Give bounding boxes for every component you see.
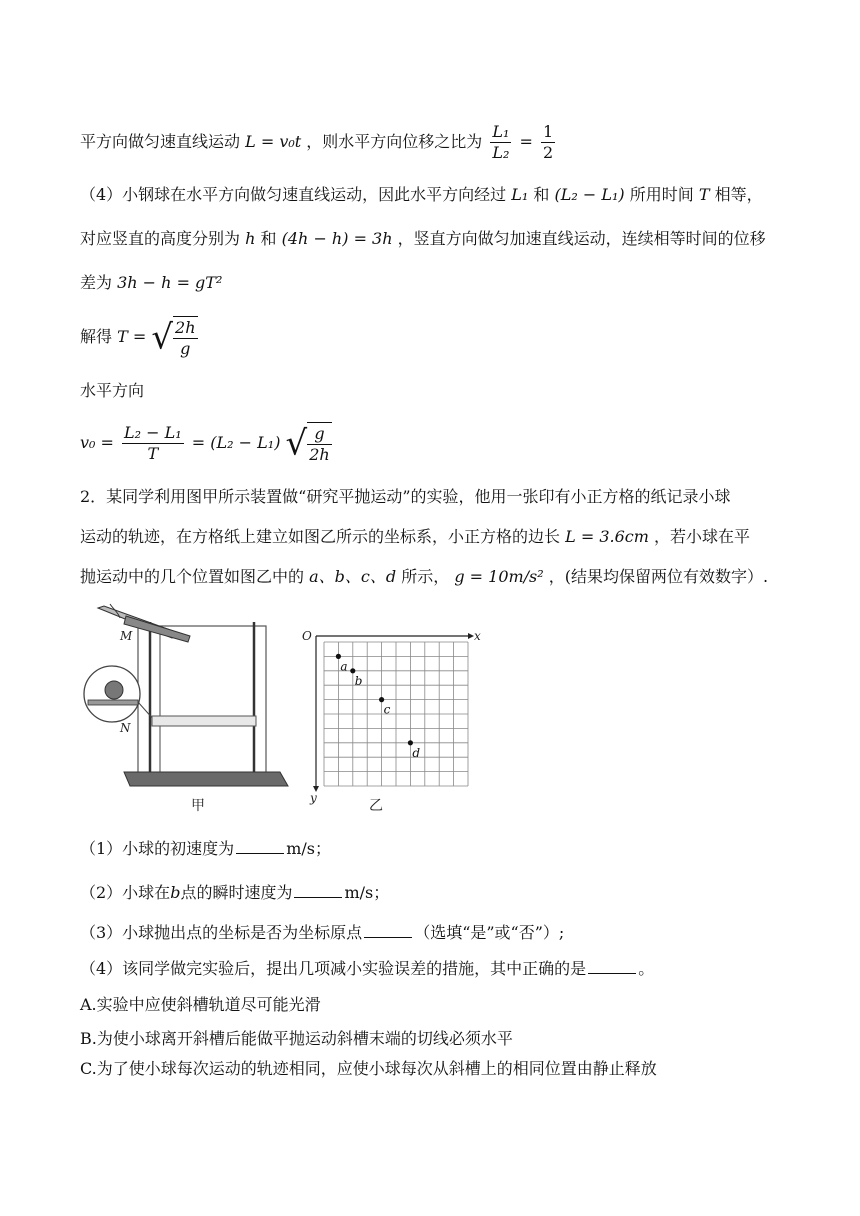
point-d xyxy=(408,740,413,745)
text: （1）小球的初速度为 xyxy=(80,839,235,858)
question-line-1: 2．某同学利用图甲所示装置做“研究平抛运动”的实验，他用一张印有小正方格的纸记录小球 xyxy=(80,487,731,506)
equation: (4h − h) = 3h xyxy=(281,229,393,248)
solution-p4-line-1 xyxy=(80,184,763,206)
solution-solve-line xyxy=(80,316,198,359)
point-b xyxy=(350,668,355,673)
answer-blank[interactable] xyxy=(294,883,342,898)
sub-question-1 xyxy=(80,838,331,860)
equation: L = v₀t xyxy=(245,132,302,151)
answer-blank[interactable] xyxy=(588,959,636,974)
text: 平方向做匀速直线运动 xyxy=(80,132,241,151)
fraction-denominator: g xyxy=(180,339,191,358)
text: （4）小钢球在水平方向做匀速直线运动，因此水平方向经过 xyxy=(80,185,507,204)
text: 所用时间 xyxy=(629,185,694,204)
text: ，竖直方向做匀加速直线运动，连续相等时间的位移 xyxy=(397,229,766,248)
radical-icon: √ xyxy=(151,317,174,358)
caption-jia: 甲 xyxy=(191,798,205,814)
text: （2）小球在 xyxy=(80,883,171,902)
text: ，(结果均保留两位有效数字）. xyxy=(548,567,769,586)
solution-horizontal-label: 水平方向 xyxy=(80,381,145,400)
unit: m/s； xyxy=(344,883,390,902)
fraction-numerator: L₁ xyxy=(492,122,510,141)
fraction-denominator: 2 xyxy=(543,143,554,162)
cross-board xyxy=(152,716,256,726)
sub-question-4 xyxy=(80,958,654,980)
equation-lhs: v₀ = xyxy=(80,433,114,452)
fraction-denominator: 2h xyxy=(309,445,330,464)
trajectory-points xyxy=(336,654,421,760)
text: 和 xyxy=(533,185,550,204)
var-L2-L1: (L₂ − L₁) xyxy=(554,185,625,204)
label-x: x xyxy=(474,629,481,643)
option-a[interactable]: A.实验中应使斜槽轨道尽可能光滑 xyxy=(80,995,321,1014)
fraction-denominator: L₂ xyxy=(492,143,510,162)
text: 和 xyxy=(260,229,277,248)
equation: 3h − h = gT² xyxy=(117,273,223,292)
text: （3）小球抛出点的坐标是否为坐标原点 xyxy=(80,923,363,942)
radical-icon: √ xyxy=(285,423,308,464)
var-L1: L₁ xyxy=(511,185,529,204)
track-detail xyxy=(88,700,138,705)
var-h: h xyxy=(245,229,256,248)
answer-blank[interactable] xyxy=(364,923,412,938)
sub-question-3 xyxy=(80,922,564,944)
text: （4）该同学做完实验后，提出几项减小实验误差的措施，其中正确的是 xyxy=(80,959,587,978)
sqrt xyxy=(286,422,332,465)
text: 差为 xyxy=(80,273,113,292)
fraction xyxy=(122,423,184,464)
text: ，若小球在平 xyxy=(653,527,750,546)
text: （选填“是”或“否”）; xyxy=(414,923,565,942)
fraction xyxy=(490,122,511,163)
point-label-c: c xyxy=(383,702,391,717)
label-M: M xyxy=(120,629,133,643)
text: 点的瞬时速度为 xyxy=(180,883,293,902)
sub-question-2 xyxy=(80,882,389,904)
solution-v0-line xyxy=(80,422,332,465)
text: 相等， xyxy=(714,185,763,204)
text: 运动的轨迹，在方格纸上建立如图乙所示的坐标系，小正方格的边长 xyxy=(80,527,561,546)
equation: L = 3.6cm xyxy=(565,527,649,546)
label-origin: O xyxy=(302,629,312,643)
fraction-numerator: g xyxy=(307,424,331,445)
point-label-b: b xyxy=(354,673,363,688)
equation-mid: = (L₂ − L₁) xyxy=(191,433,281,452)
points-list: a、b、c、d xyxy=(309,567,397,586)
text: ，则水平方向位移之比为 xyxy=(306,132,483,151)
fraction xyxy=(307,424,331,465)
sqrt xyxy=(151,316,197,359)
text: 。 xyxy=(638,959,655,978)
point-label-d: d xyxy=(412,745,421,760)
answer-blank[interactable] xyxy=(236,839,284,854)
grid-figure xyxy=(296,628,486,818)
point-label-a: a xyxy=(340,659,348,674)
option-b[interactable]: B.为使小球离开斜槽后能做平抛运动斜槽末端的切线必须水平 xyxy=(80,1029,513,1048)
fraction-numerator: 1 xyxy=(543,122,554,141)
solution-p4-line-2 xyxy=(80,228,766,250)
var-T: T xyxy=(698,185,710,204)
fraction xyxy=(541,122,555,163)
question-line-3 xyxy=(80,566,768,588)
equals: = xyxy=(519,132,533,151)
label-N: N xyxy=(120,721,131,735)
backboard xyxy=(138,626,266,782)
equation-lhs: T = xyxy=(117,327,147,346)
text: 抛运动中的几个位置如图乙中的 xyxy=(80,567,305,586)
fraction xyxy=(173,318,197,359)
solution-p4-line-3 xyxy=(80,272,222,294)
text: 所示， xyxy=(401,567,450,586)
caption-yi: 乙 xyxy=(369,798,383,814)
fraction-numerator: L₂ − L₁ xyxy=(124,423,182,442)
question-line-2 xyxy=(80,526,750,548)
text: 对应竖直的高度分别为 xyxy=(80,229,241,248)
point-a xyxy=(336,654,341,659)
solution-line-1 xyxy=(80,122,558,163)
ball-icon xyxy=(105,681,123,699)
apparatus-figure xyxy=(80,602,290,818)
base-plate xyxy=(124,772,288,786)
fraction-denominator: T xyxy=(147,444,159,463)
point-b: b xyxy=(170,883,181,902)
option-c[interactable]: C.为了使小球每次运动的轨迹相同，应使小球每次从斜槽上的相同位置由静止释放 xyxy=(80,1059,657,1078)
fraction-numerator: 2h xyxy=(175,318,196,337)
label-y: y xyxy=(310,791,317,805)
equation: g = 10m/s² xyxy=(454,567,544,586)
text: 解得 xyxy=(80,327,113,346)
point-c xyxy=(379,697,384,702)
unit: m/s； xyxy=(286,839,331,858)
